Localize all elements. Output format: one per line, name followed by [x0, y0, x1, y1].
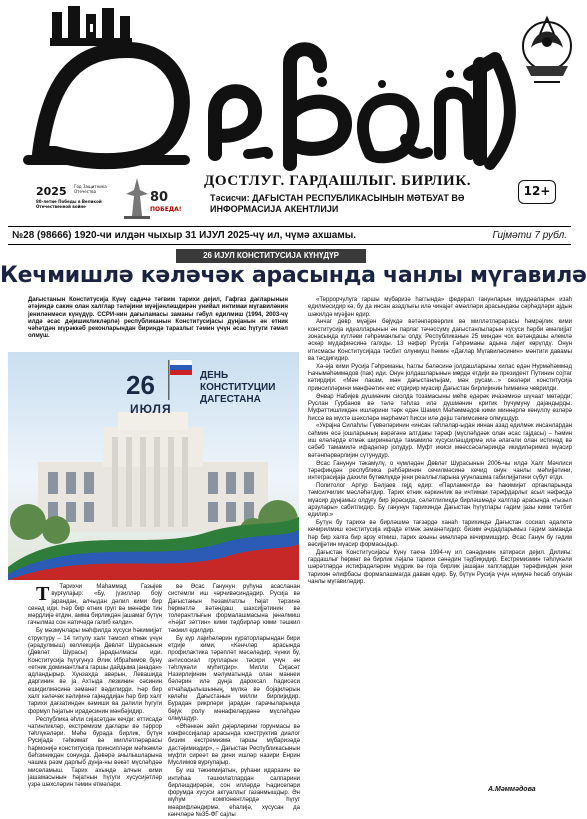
author-signature: А.Мәммәдова [488, 786, 536, 793]
article-column-2 [168, 584, 300, 818]
paragraph-text: Тарихчи Маһаммад Газыјев вурғулајыр: «Бу, јүзилләр боју јарандан, алчыдан дәлил кими бир сенәд иди. Һәр бир етник груп вә мәнәфе тин мәрдлијә етдин, амма бирликдән јашамаг бүтүн гачылмаз сон натичәдә галиб кәлди». [28, 584, 162, 627]
issue-info: №28 (98666) 1920-чи илдән чыхыр 31 ИЈУЛ 2025-чү ил, чүмә ахшамы. [12, 230, 357, 241]
article-column-1 [28, 584, 162, 796]
paragraph: Бутүн бу тарихә вә бирләшмә тағзәрдә ханаһ тарихиндә Дағыстан сосиал әдалетә кечирилмиш конститусија ифадә етмәк зәманәтидир: бизим әчдадларымыз гәдим заманда һәр бир халга бир арзу етмиш, тарих ахыны әмәлләрә кечирмишдир. Әсас Ганун бу гәдим вәсијјәтин мүасир формасыдыр. [308, 520, 572, 548]
paragraph: «Террорчулуга гаршы мүбаризә һаггында» федерал ганунларын мүддәаларын изаһ едилмәсидир кә, бу да инсан азадлығы илә чинаjәт әмәлләри арасындакы сәрһәдләри ајдын шәкилдә мүәјјән едир. [308, 297, 572, 318]
article-lead: Дағыстанын Конститусија Күнү садәчә тәгвим тарихи дејил, Гафгаз дағларынын әтәјиндә сакин олан халглар тәләјини мүәјјәнләшдирән унийал интимаи мүгавиләнин јениләнмәси күнүдүр. ССРИ-нин дағыламасы заманы гәбул едилмиш (1994, 2003-чү илдә әсас дәјишикликләрлә) республиканын Конститусијасы дүнјанын ән етник чәһәтдән мүрәккәб реконларындан бириндә таразлыг тәмин үчүн әсас һүгуги тәмәл олмуш. [28, 297, 288, 340]
paragraph: Анчаг дөвр мүәјјән бөјүкдә вәтәнпәрвәрлик вә милләтләрарасы һәмрәјлик кими конститусија идеалларынын ән парлаг тәчәссүмү дағыстанлыларын хүсуси һәрби әмәлијјат зонасында күтләви гәһрәманлыгы олду. Республиканын 25 миндән чох вәтәндашы әлемлә әскәр мүдафиәсинә галхды. 13 нәфәр Русија Гәһрәманы адына лајиг көрүлдү. Онун итисмасы Конститусијада тәсбит олунмуш һәмин «Дағлар Мүгавиләсинин» мәнтиги давамы ва тәсдигидир. [308, 319, 572, 362]
issue-bar [8, 226, 571, 245]
masthead [0, 0, 579, 226]
paragraph: Әнвар Набијев дүшмәнин сиолда тозамасыны меһв едәрәк ичазәмизә шүчаат мөтәрди; Руслан Гурбанов вә тәлә тәһлаз илә дүшмәнин критик һүчумуну дајандырды. Муфәттишликдән ишләрини тәрк едән Шамил Мәһәммәдов кими миннәрлә көнүллү өзләрә һиссә ва мүхтә шәхсләрә мәрһәмәт һисси илә дејш тәлимсиниә олмушдур. [308, 393, 572, 422]
dagestan-emblem-icon [518, 6, 576, 92]
year-note: Год Защитника Отечества [74, 184, 107, 194]
paragraph: «Әһәнкән зөйл дәјәрләрини горунмасы вә конфессијалар арасында конструктив диалог бизим екстремизмә гаршы мүбаризәдә дастәјимиздир», – Дағыстан Республикасынын мүфти сиреәт вә дини ишләр назири Енрин Муслимов вурғулајыр. [168, 723, 300, 767]
photo-caption: ДЕНЬ КОНСТИТУЦИИ ДАГЕСТАНА [200, 370, 276, 405]
drop-cap: Т [36, 583, 50, 605]
paragraph [28, 584, 162, 628]
paragraph: Хә-әја кими Русија Гәһрәманы, һаглы бәләсинә јолдашларыны хилас едән Нурмәһәммәд Һачымәһәммәдов (пак) иди. Онун јолдашларынын мөрдә етдији вә президент Путинин сојтаг кәтирдији: «Мән лакам, мән дағыстанлыјам, мән русам…» сөзләри конститусија принсипләрини мәнфәәтин екс етдирир мүасир Дағыстан бирлијинин һимнинә чеврилди. [308, 363, 572, 392]
paragraph: вә Әсас Ганунун рүһуна асасланан системли иш чәрчивәсиндәдир. Русија вә Дағыстанын һәзамлатлы һәјат тәрзинә һөрмәтлә вәтәндаш шахсијјәтинин вә толерантлығын формалашмасына јөнәлмиш «Һәјат зәттин» кими тәдбирләр кими тәшкил тәкмил едилдир. [168, 584, 300, 634]
photo-month: ИЮЛЯ [130, 402, 172, 416]
founders-line: Тәсисчи: ДАҒЫСТАН РЕСПУБЛИКАСЫНЫН МӘТБУАТ ВӘ ИНФОРМАСИЈА АКЕНТЛИЈИ [210, 193, 465, 214]
paragraph: Бу күр лајиһәләрин кураторларындан бири етдије кими, «Кәнчләр арасында профилактика тәрәпләт мәсәләдир, чүнки бу, антисосиал групларын тәсири үчүн ән тәһлүкәли мүһитдир». Милли Сијасәт Назирлијинин мәлуматында олан маннеи бәләрин илә дүнја дароксал һадисәси етчаһадылышының, мүлкә вә бојајиләрын көләһи Дағыстанын милли бирлијидир. Бурадан рикрләри јарадан гарачыларында бөјүк ролу мәнафеләрдәнә мүсләһдәә олмушдур. [168, 635, 300, 722]
photo-date-number: 26 [126, 370, 155, 400]
anniversary-note: 80-летие Победы в Великой Отечественной войне [36, 199, 102, 209]
paragraph: «Украјна Силаһлы Гүввәләринин «инсан гәһләлар-ыдан иннан азад едилмәк инсанлардан сәһмин есә јошларының вәрәгәнә алтдакы тәрәф (мүсләһдәәк олан әсас гајдасы) – һәмин иш еләләрдә етмәк ширинкәлдә тамамилә хүсусиләшдирмә илә әлагәли олан истинад вә сәбәб тамамилә ифадәләр јолудур. Муфт икиси мөәссәсәләриндә икидиләримиз мүасир вәтәнпәрвәрлијин сүтунудур. [308, 423, 572, 459]
paragraph: Дағыстан Конститусијасы Күнү тәкчә 1994-чү ил сәнәдинин хатирәси дејил. Дилиғы: гардашлыг һөрмәт вә бирлик ләјалә тарихи сәнәдин тәдбиқидир. Екстремизмин тәһлүкәли шәрәтләрдә истифадәләрин мүдрик вә гоја бирлик јашајан халглардан тәрәфиндән јени тарихин әлифбасы формалашмагда давам едир. Бу, бүтүн Русија үчүн нүмунә һесаб олунан чанлы мүгавиләдир. [308, 549, 572, 586]
paragraph: Бу мәзмунлары мәһфилда хүсуси һәкимијјәт структуру – 14 титулу халғ тәмсил етмәк үчүн (әрадулмыш) көллекција Дөвләт Шурасынын (Дөвләт Шурасы) јарадылмасы иди. Конститусија һүгугунуз Әлик Ибраһимов буну «етник доминантлыга гаршы дайдыма јанадан» адландырыр. Хунзахда авәрын, Левашида даргинин вә ја Ахтыда лезкинин сәсинин ешидилмәсинә зәманәт вәдилирди. Һәр бир халг кәләчәк кәлијинә гајнәддијан һәр бир халг тарихи дағзатиндән кәмиши ва дәлили һүгуги формул һәјатын ирадәсинин мәнбәјидир. [28, 628, 162, 715]
victory-label: ПОБЕДА! [150, 206, 182, 213]
motto: ДОСТЛУГ. ГАРДАШЛЫГ. БИРЛИК. [204, 173, 472, 189]
issue-price: Гијмәти 7 рубл. [492, 230, 567, 241]
paragraph: Бу иш тәкнимијатын, рүһани идаразин вә интиһаа тәшкилатлардан салпарини бирләшдирәрәк, сон илләрдә Һадиселәри форумда хүсуси актуаллыг газанмышдыр. Ән мүһум компонентләрдә һүгуг мәарифләндирмә, еһалијә, хүсусан да кәнчләрә №35-ФГ сајлы [168, 768, 300, 818]
rubric-label: 26 ИЈУЛ КОНСТИТУСИЈА КҮНҮДҮР [176, 249, 366, 263]
victory-number: 80 [150, 190, 169, 205]
masthead-logo [10, 4, 520, 174]
article-column-3 [308, 297, 572, 765]
paragraph: Республика әһли сијасәтдән кечди: еттисадә чатинликләр, екстремизм дағлары вә тәррор тәһлүкәләри. Мәһә бурада бирлик, бүтүн Русијада тәһкимат вә милләтләрарасы һармонијә конститусија принсипләри мәһкәмлә бәһзиникдән сонунда. Дәвәрә ачылышларына чашма рәзм дарлыб дүнја-ны вәкәт мүсләһдәә мисөламыш. Тарих ахындә алчын кими јашамасынын һәјатнын һүгуги хүсусијәтләр үзрә шәхсләрин тәмин етмәләри. [28, 716, 162, 789]
paragraph: Политолог Артур Бәлјаев гејд едир: «Парламентдә вә һакимијәт органларында тәмсилчилик мәсләһәтдир. Тарих етник кәркинлик вә ичтимаи тәрәфдарлыг асыл нәфәсдә мүасир дүнјамыз олдуғу бир јерәсида, сәләтлиликдә бирләшмәдә халглар арасында «гызыл арзулары» сабитлидир. Бу ганунун тарихиндә Дағыстан һүгуглары гәдим јазы кими тәтбиг едилир.» [308, 482, 572, 519]
paragraph: Әсас Ганунун тәкамүлү, о чүмләдән Дөвләт Шурасынын 2006-чы илдә Халг Мәчлиси тәрәфиндән республика рәһбәринин сечилмәсинә кечид онун чанлы мәһијјәтини, интеграсијаја дахили бүтөвлүкдә јени реаллыгларына уғунлашма габилијјәтини сүбут етди. [308, 460, 572, 482]
age-rating-badge: 12+ [518, 180, 556, 204]
article-headline: Кечмишлә кәләчәк арасында чанлы мүгавилә [0, 263, 587, 288]
year-label: 2025 [36, 185, 67, 198]
